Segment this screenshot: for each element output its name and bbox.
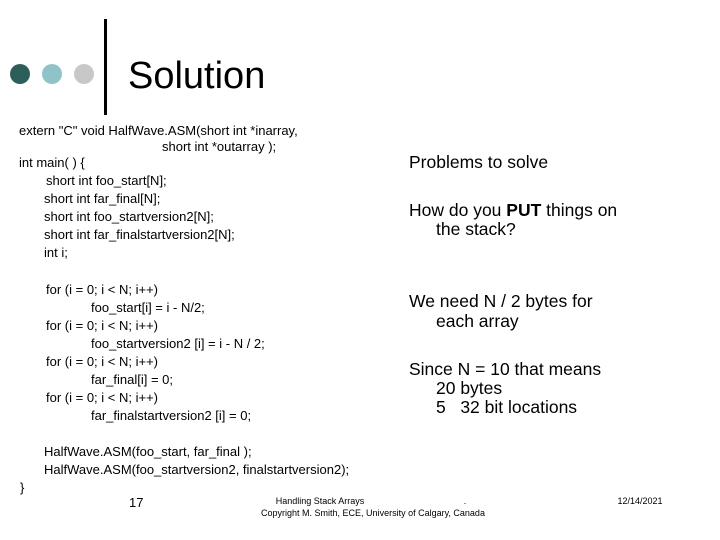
code-line: short int *outarray ); [162,139,277,154]
since-line2: 20 bytes [436,378,503,398]
slide-title: Solution [128,55,266,97]
decor-dot-3 [74,64,94,84]
put-question-before: How do you [409,200,507,220]
code-line: HalfWave.ASM(foo_start, far_final ); [44,444,252,459]
code-line: short int far_finalstartversion2[N]; [44,227,235,242]
code-line: short int foo_startversion2[N]; [44,209,214,224]
code-line: } [20,480,25,495]
problems-heading: Problems to solve [409,152,549,172]
code-line: int main( ) { [19,155,85,170]
code-line: far_finalstartversion2 [i] = 0; [91,408,252,423]
decor-dot-2 [42,64,62,84]
code-line: for (i = 0; i < N; i++) [46,390,158,405]
code-line: for (i = 0; i < N; i++) [46,318,158,333]
footer-dot: . [463,496,467,506]
title-divider [104,19,107,115]
since-line1: Since N = 10 that means [409,359,602,379]
code-line: short int foo_start[N]; [46,173,167,188]
code-line: foo_startversion2 [i] = i - N / 2; [91,336,265,351]
footer-date: 12/14/2021 [617,496,663,506]
code-line: far_final[i] = 0; [91,372,174,387]
page-number: 17 [129,495,144,510]
put-question-after: things on [541,200,618,220]
put-question [409,201,617,220]
code-line: short int far_final[N]; [44,191,161,206]
put-question-line2: the stack? [436,219,516,239]
code-line: for (i = 0; i < N; i++) [46,354,158,369]
footer-copyright: Copyright M. Smith, ECE, University of Calgary, Canada [261,508,485,518]
since-line3: 5 32 bit locations [436,397,578,417]
bytes-line1: We need N / 2 bytes for [409,291,593,311]
put-question-bold: PUT [506,200,542,220]
code-line: for (i = 0; i < N; i++) [46,282,158,297]
code-line: int i; [44,245,68,260]
code-line: foo_start[i] = i - N/2; [91,300,205,315]
bytes-line2: each array [436,311,519,331]
code-line: extern "C" void HalfWave.ASM(short int *inarray, [19,123,298,138]
code-line: HalfWave.ASM(foo_startversion2, finalstartversion2); [44,462,350,477]
footer-title: Handling Stack Arrays [275,496,365,506]
decor-dot-1 [10,64,30,84]
